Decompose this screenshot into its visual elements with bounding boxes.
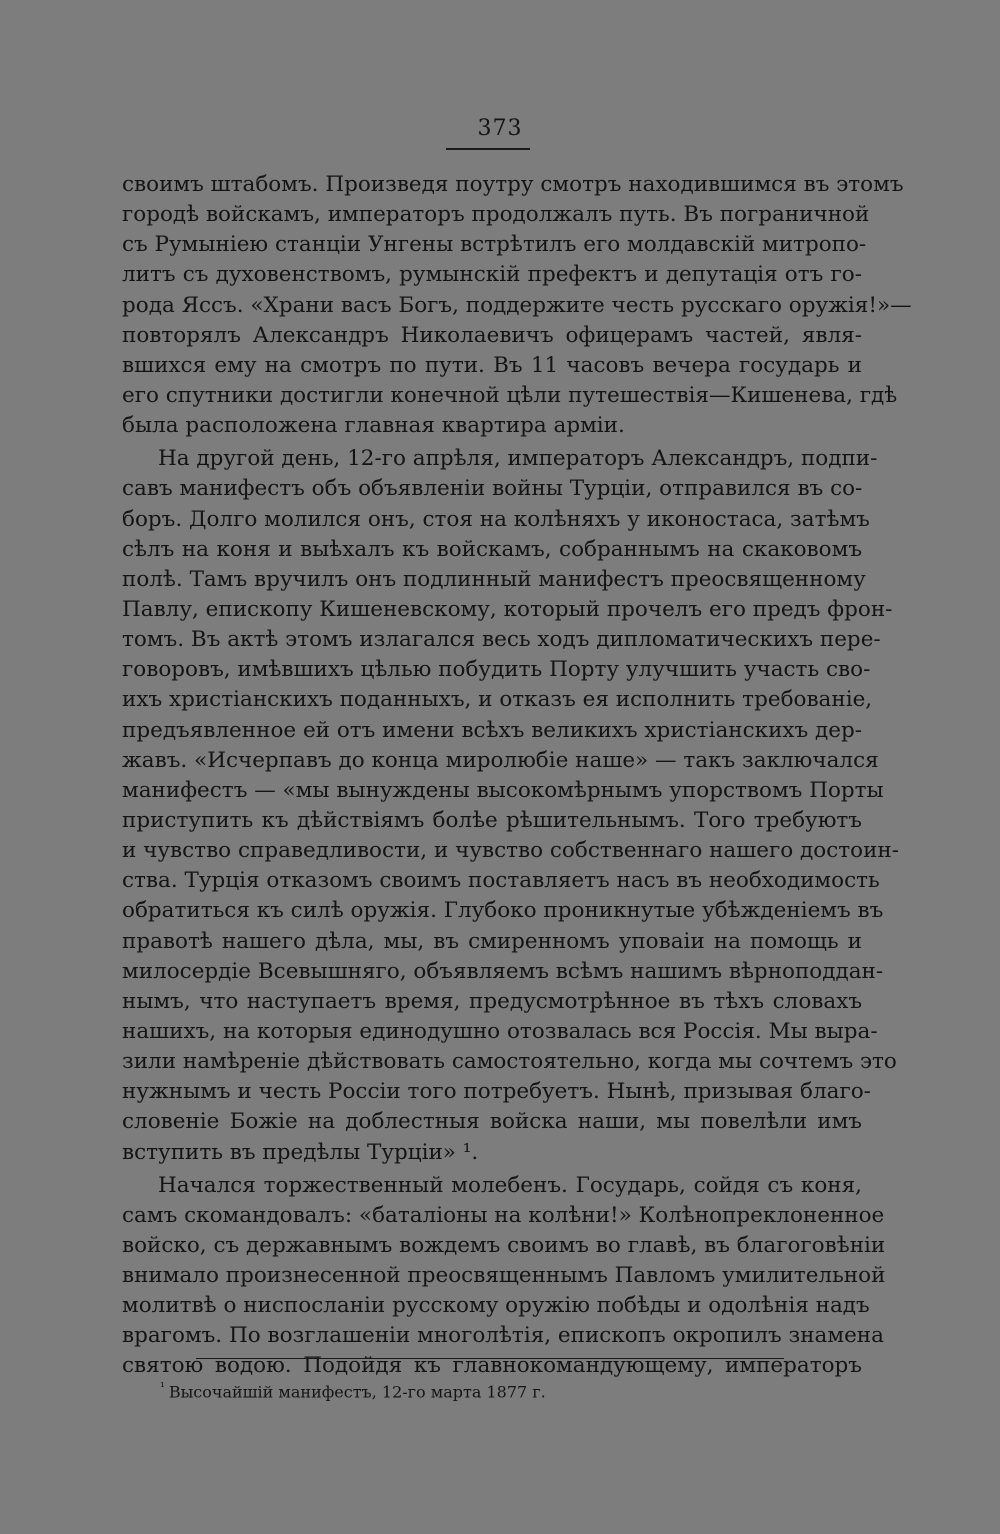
text-line: рода Яссъ. «Храни васъ Богъ, поддержите честь русскаго оружія!»—: [122, 292, 912, 318]
text-line: нымъ, что наступаетъ время, предусмотрѣнное въ тѣхъ словахъ: [122, 988, 862, 1014]
text-line: святою водою. Подойдя къ главнокомандующему, императоръ: [122, 1353, 862, 1379]
text-line: Павлу, епископу Кишеневскому, который прочелъ его предъ фрон-: [122, 596, 893, 622]
text-line: томъ. Въ актѣ этомъ излагался весь ходъ дипломатическихъ пере-: [122, 627, 881, 653]
text-line: обратиться къ силѣ оружія. Глубоко проникнутые убѣжденіемъ въ: [122, 898, 884, 924]
text-line: вступить въ предѣлы Турціи» ¹.: [122, 1139, 479, 1165]
text-line: съ Румыніею станціи Унгены встрѣтилъ его молдавскій митропо-: [122, 232, 867, 258]
text-line: манифестъ — «мы вынуждены высокомѣрнымъ упорствомъ Порты: [122, 777, 884, 803]
text-line: нужнымъ и честь Россіи того потребуетъ. Нынѣ, призывая благо-: [122, 1079, 871, 1105]
text-line: его спутники достигли конечной цѣли путешествія—Кишенева, гдѣ: [122, 382, 898, 408]
text-line: ихъ христіанскихъ поданныхъ, и отказъ ея исполнить требованіе,: [122, 687, 873, 713]
text-line: Начался торжественный молебенъ. Государь, сойдя съ коня,: [158, 1172, 862, 1198]
text-line: войско, съ державнымъ вождемъ своимъ во главѣ, въ благоговѣніи: [122, 1232, 886, 1258]
paragraph-2: [122, 444, 899, 1167]
text-line: врагомъ. По возглашеніи многолѣтія, епископъ окропилъ знамена: [122, 1323, 884, 1349]
body-text: [122, 170, 912, 1382]
text-line: самъ скомандовалъ: «баталіоны на колѣни!» Колѣнопреклоненное: [122, 1202, 885, 1228]
paragraph-3: [122, 1171, 886, 1382]
text-line: внимало произнесенной преосвященнымъ Павломъ умилительной: [122, 1263, 886, 1289]
text-line: приступить къ дѣйствіямъ болѣе рѣшительнымъ. Того требуютъ: [122, 807, 862, 833]
text-line: была расположена главная квартира арміи.: [122, 413, 625, 439]
text-line: савъ манифестъ объ объявленіи войны Турціи, отправился въ со-: [122, 476, 863, 502]
text-line: молитвѣ о ниспосланіи русскому оружію побѣды и одолѣнія надъ: [122, 1293, 870, 1319]
text-line: литъ съ духовенствомъ, румынскій префектъ и депутація отъ го-: [122, 262, 862, 288]
footnote: [160, 1376, 546, 1403]
text-line: жавъ. «Исчерпавъ до конца миролюбіе наше» — такъ заключался: [122, 747, 879, 773]
text-line: городѣ войскамъ, императоръ продолжалъ путь. Въ пограничной: [122, 202, 870, 228]
text-line: нашихъ, на которыя единодушно отозвалась вся Россія. Мы выра-: [122, 1018, 878, 1044]
text-line: своимъ штабомъ. Произведя поутру смотръ находившимся въ этомъ: [122, 172, 904, 197]
text-line: сѣлъ на коня и выѣхалъ къ войскамъ, собраннымъ на скаковомъ: [122, 536, 862, 562]
text-line: милосердіе Всевышняго, объявляемъ всѣмъ нашимъ вѣрноподдан-: [122, 958, 884, 984]
text-line: повторялъ Александръ Николаевичъ офицерамъ частей, явля-: [122, 322, 862, 348]
text-line: предъявленное ей отъ имени всѣхъ великихъ христіанскихъ дер-: [122, 717, 863, 743]
footnote-text: Высочайшій манифестъ, 12-го марта 1877 г.: [168, 1382, 546, 1402]
page-number-rule: [446, 148, 530, 150]
text-line: и чувство справедливости, и чувство собственнаго нашего достоин-: [122, 838, 899, 864]
text-line: говоровъ, имѣвшихъ цѣлью побудить Порту улучшить участь сво-: [122, 657, 871, 683]
paragraph-1: [122, 170, 912, 441]
text-line: ства. Турція отказомъ своимъ поставляетъ насъ въ необходимость: [122, 868, 880, 894]
text-line: полѣ. Тамъ вручилъ онъ подлинный манифестъ преосвященному: [122, 566, 866, 592]
footnote-rule: [196, 1358, 784, 1359]
page-number: 373: [477, 116, 523, 141]
text-line: словеніе Божіе на доблестныя войска наши, мы повелѣли имъ: [122, 1109, 862, 1135]
text-line: зили намѣреніе дѣйствовать самостоятельно, когда мы сочтемъ это: [122, 1049, 897, 1075]
text-line: правотѣ нашего дѣла, мы, въ смиренномъ уповаіи на помощь и: [122, 928, 862, 954]
footnote-mark: ¹: [160, 1380, 165, 1394]
text-line: боръ. Долго молился онъ, стоя на колѣняхъ у иконостаса, затѣмъ: [122, 506, 870, 532]
text-line: На другой день, 12-го апрѣля, императоръ Александръ, подпи-: [158, 446, 878, 472]
text-line: вшихся ему на смотръ по пути. Въ 11 часовъ вечера государь и: [122, 352, 862, 378]
